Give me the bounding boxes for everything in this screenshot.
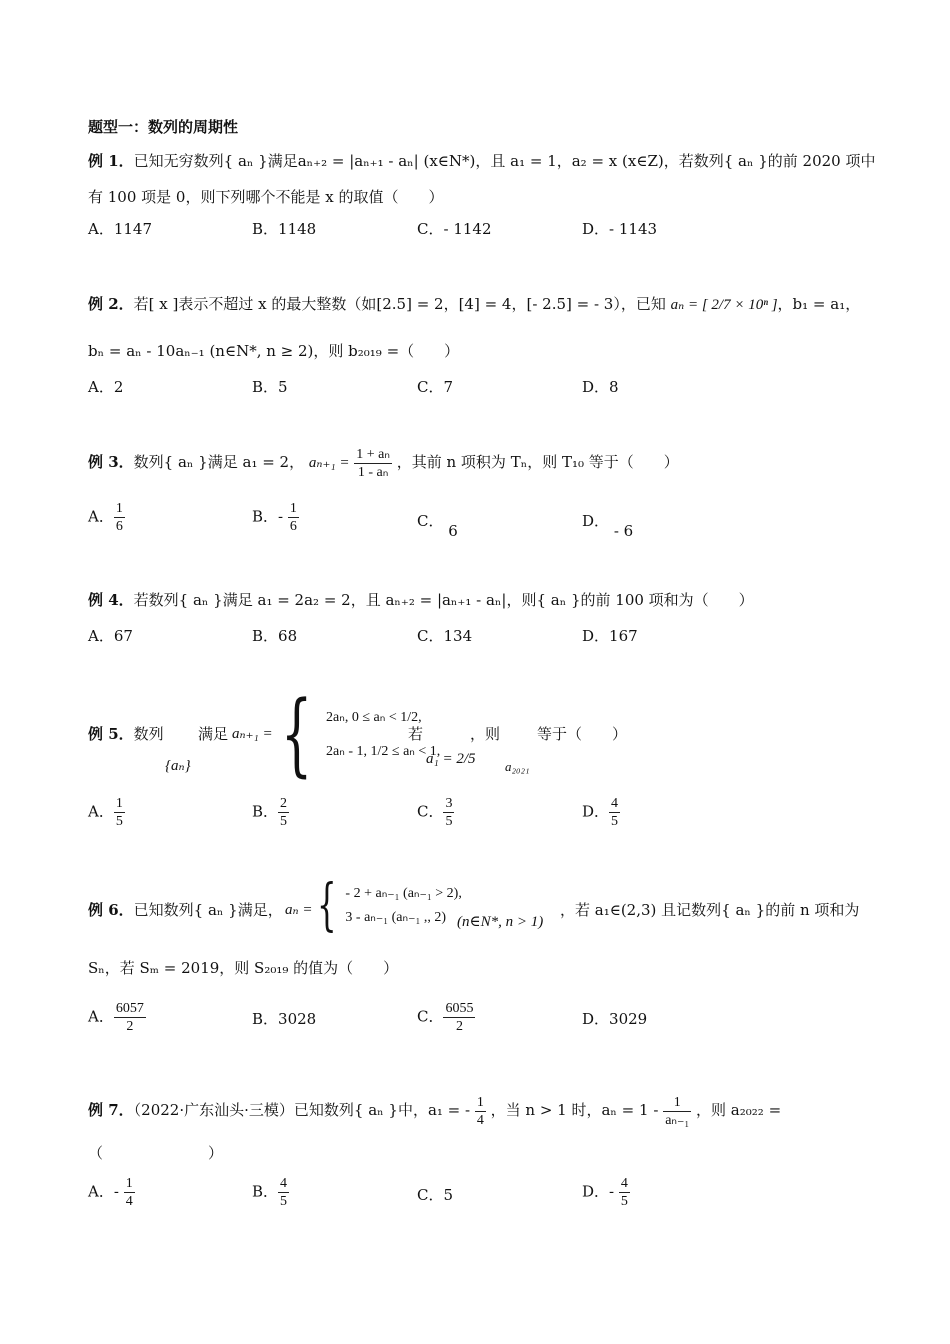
example-4-option-c[interactable]: C．134 — [417, 627, 473, 645]
example-5-text-b: 满足 — [198, 725, 229, 743]
example-7-fraction-2: $\frac{1}{\text{aₙ₋₁}}$ — [665, 1094, 690, 1128]
example-1-option-c[interactable]: C．- 1142 — [417, 220, 492, 238]
example-1-line-2: 有 100 项是 0，则下列哪个不能是 x 的取值（ ） — [88, 188, 444, 206]
example-2-option-c[interactable]: C．7 — [417, 378, 454, 396]
example-2-option-d[interactable]: D．8 — [582, 378, 619, 396]
example-6-condition: (n∈N*, n > 1) — [457, 914, 544, 930]
example-3-option-b[interactable]: B．- $\frac{1}{6}$ — [252, 501, 297, 534]
example-5-a1: a₁ = 2/5 — [426, 751, 476, 767]
example-4-label: 例 4． — [88, 591, 134, 609]
example-7-option-b[interactable]: B． $\frac{4}{5}$ — [252, 1176, 288, 1209]
example-7-option-c[interactable]: C．5 — [417, 1186, 454, 1204]
example-7-fraction-1: $\frac{1}{4}$ — [476, 1094, 484, 1128]
example-6-text-b: ，若 a₁∈(2,3) 且记数列{ aₙ }的前 n 项和为 — [560, 901, 860, 919]
example-7-option-a[interactable]: A．- $\frac{1}{4}$ — [88, 1176, 133, 1209]
example-6-option-d[interactable]: D．3029 — [582, 1010, 648, 1028]
example-6-lhs: aₙ = — [285, 902, 313, 918]
example-5-option-c[interactable]: C． $\frac{3}{5}$ — [417, 796, 453, 829]
example-6-line-1 — [88, 899, 283, 921]
example-7-text-c: ，则 a₂₀₂₂ = — [696, 1101, 782, 1119]
example-1-line-1 — [88, 150, 875, 172]
example-5-text-d: ，则 — [470, 725, 501, 743]
example-6-option-c[interactable]: C． $\frac{6055}{2}$ — [417, 1001, 474, 1034]
example-4-text: 若数列{ aₙ }满足 a₁ = 2a₂ = 2，且 aₙ₊₂ = |aₙ₊₁ - aₙ|，则{ aₙ }的前 100 项和为（ ） — [133, 591, 754, 609]
example-5-option-d[interactable]: D． $\frac{4}{5}$ — [582, 796, 619, 829]
example-3-label: 例 3． — [88, 453, 134, 471]
example-6-line-2: Sₙ，若 Sₘ = 2019，则 S₂₀₁₉ 的值为（ ） — [88, 959, 399, 977]
example-3-text-a: 数列{ aₙ }满足 a₁ = 2， — [133, 453, 305, 471]
example-5-label: 例 5． — [88, 725, 134, 743]
example-2-line-2: bₙ = aₙ - 10aₙ₋₁ (n∈N*, n ≥ 2)，则 b₂₀₁₉ =（ ） — [88, 342, 460, 360]
example-5-text-c: 若 — [408, 725, 424, 743]
example-3-recurrence-lhs: aₙ₊₁ = — [308, 455, 350, 471]
example-2-option-b[interactable]: B．5 — [252, 378, 288, 396]
example-3-line-1 — [88, 442, 679, 483]
example-2-text-tail: ，b₁ = a₁， — [777, 295, 861, 313]
example-1-option-a[interactable]: A．1147 — [88, 220, 153, 238]
example-5-a2021: a₂₀₂₁ — [505, 759, 530, 774]
example-7-line-1 — [88, 1090, 781, 1130]
example-4-option-a[interactable]: A．67 — [88, 627, 133, 645]
example-6-label: 例 6． — [88, 901, 134, 919]
example-3-recurrence-fraction: $\frac{\text{1 + aₙ}}{\text{1 - aₙ}}$ — [356, 446, 390, 480]
example-6-option-a[interactable]: A． $\frac{6057}{2}$ — [88, 1001, 144, 1034]
example-4-line-1 — [88, 589, 754, 611]
example-5-line-1 — [88, 723, 164, 745]
example-6-option-b[interactable]: B．3028 — [252, 1010, 317, 1028]
example-5-piecewise: { 2aₙ, 0 ≤ aₙ < 1/2, 2aₙ - 1, 1/2 ≤ aₙ < 1, — [280, 682, 441, 787]
example-2-text: 若[ x ]表示不超过 x 的最大整数（如[2.5] = 2，[4] = 4，[- 2.5] = - 3），已知 — [133, 295, 666, 313]
example-7-option-d[interactable]: D．- $\frac{4}{5}$ — [582, 1176, 628, 1209]
example-3-text-b: ，其前 n 项积为 Tₙ，则 T₁₀ 等于（ ） — [396, 453, 679, 471]
example-3-option-d[interactable]: D． - 6 — [582, 512, 634, 540]
example-2-option-a[interactable]: A．2 — [88, 378, 124, 396]
example-1-option-d[interactable]: D．- 1143 — [582, 220, 658, 238]
example-5-sequence: {aₙ} — [165, 758, 191, 774]
example-7-line-2: （ ） — [88, 1144, 224, 1162]
example-4-option-b[interactable]: B．68 — [252, 627, 298, 645]
example-1-text: 已知无穷数列{ aₙ }满足aₙ₊₂ = |aₙ₊₁ - aₙ| (x∈N*)，且 a₁ = 1，a₂ = x (x∈Z)，若数列{ aₙ }的前 2020 项中 — [133, 152, 876, 170]
example-4-option-d[interactable]: D．167 — [582, 627, 638, 645]
example-6-text-a: 已知数列{ aₙ }满足， — [133, 901, 283, 919]
section-title: 题型一：数列的周期性 — [88, 118, 239, 136]
example-1-label: 例 1． — [88, 152, 134, 170]
example-1-option-b[interactable]: B．1148 — [252, 220, 317, 238]
example-5-option-b[interactable]: B． $\frac{2}{5}$ — [252, 796, 288, 829]
example-2-label: 例 2． — [88, 295, 134, 313]
example-7-text-b: ，当 n > 1 时，aₙ = 1 - — [490, 1101, 659, 1119]
example-2-an-definition: aₙ = [ 2/7 × 10ⁿ ] — [670, 297, 778, 313]
example-5-text-e: 等于（ ） — [537, 725, 628, 743]
example-3-option-c[interactable]: C． 6 — [417, 512, 458, 540]
example-2-line-1 — [88, 293, 860, 316]
example-6-piecewise: { - 2 + aₙ₋₁ (aₙ₋₁ > 2), 3 - aₙ₋₁ (aₙ₋₁ ,, 2) — [317, 873, 462, 938]
example-3-option-a[interactable]: A． $\frac{1}{6}$ — [88, 501, 123, 534]
example-7-text-a: （2022·广东汕头·三模）已知数列{ aₙ }中，a₁ = - — [133, 1101, 471, 1119]
example-5-text-a: 数列 — [133, 725, 164, 743]
example-5-option-a[interactable]: A． $\frac{1}{5}$ — [88, 796, 123, 829]
example-7-label: 例 7． — [88, 1101, 134, 1119]
example-5-lhs: aₙ₊₁ = — [232, 726, 273, 742]
